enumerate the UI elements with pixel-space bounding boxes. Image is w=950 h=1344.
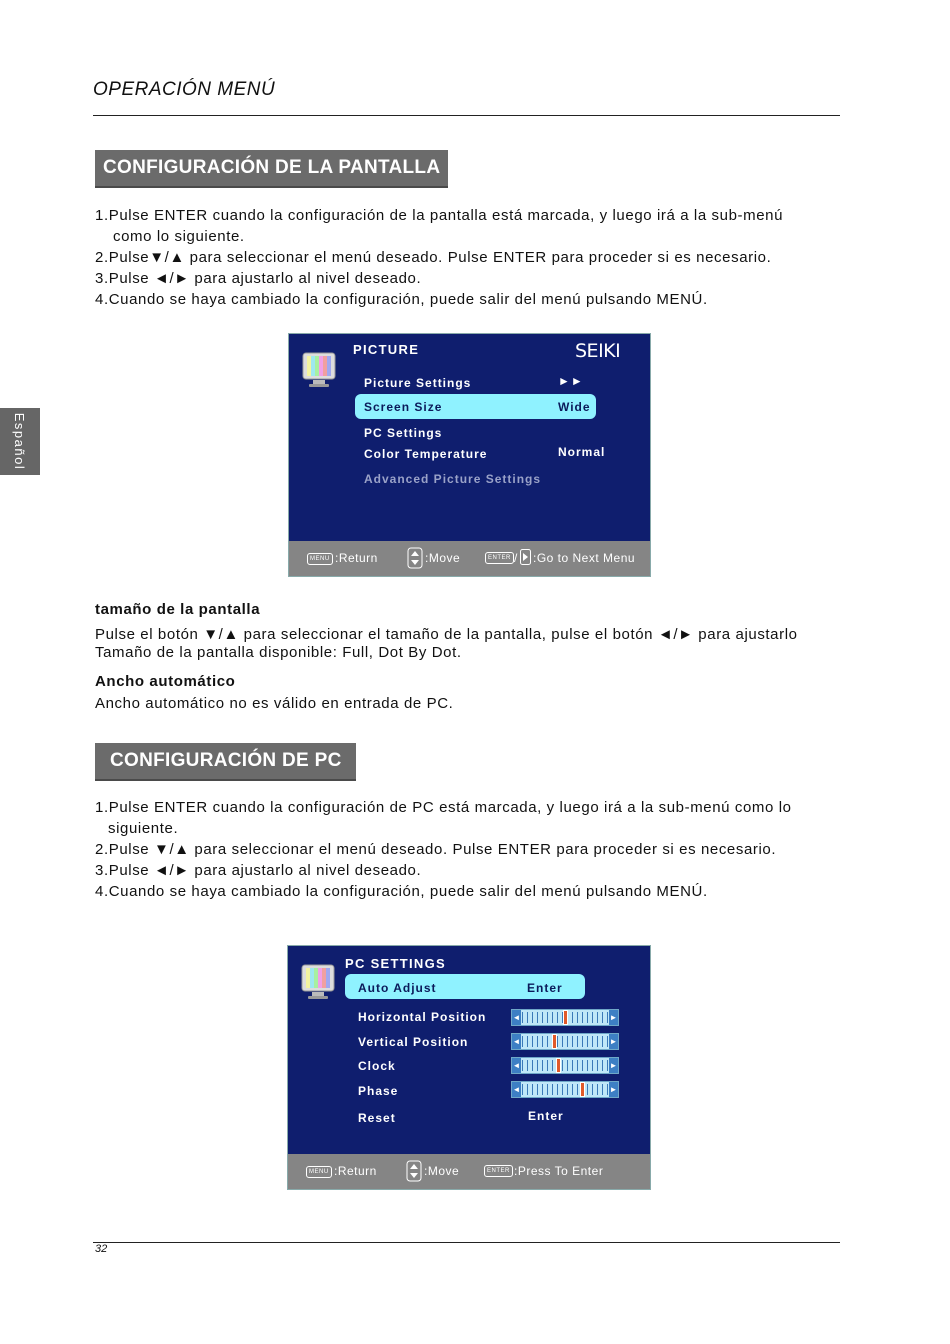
section-title-pc: CONFIGURACIÓN DE PC [95,743,356,781]
page-number: 32 [95,1243,108,1255]
osd-item-reset[interactable] [358,1109,396,1127]
step-line: 4.Cuando se haya cambiado la configuración, puede salir del menú pulsando MENÚ. [95,291,708,308]
footer-next-label: :Go to Next Menu [533,551,636,565]
auto-wide-heading: Ancho automático [95,673,236,690]
osd-item-auto-adjust[interactable] [345,974,585,999]
text-line: Tamaño de la pantalla disponible: Full, Dot By Dot. [95,644,462,661]
right-key-icon [520,549,531,568]
language-label: Español [12,412,28,471]
screen-size-text [95,626,875,662]
header-rule [93,115,840,116]
menu-key-icon: MENU [306,1164,332,1178]
brand-logo: SEIKI [575,340,621,362]
auto-wide-text: Ancho automático no es válido en entrada de PC. [95,695,454,712]
step-line: como lo siguiente. [113,228,245,245]
menu-key-icon: MENU [307,551,333,565]
osd-item-label: Auto Adjust [358,981,437,995]
slider-left-arrow-icon[interactable]: ◄ [512,1082,521,1097]
slider-right-arrow-icon[interactable]: ► [609,1034,618,1049]
submenu-arrow-icon: ►► [558,374,584,388]
footer-rule [93,1242,840,1243]
footer-slash: / [514,551,518,565]
phase-slider[interactable] [511,1081,619,1098]
osd-item-picture-settings[interactable] [364,374,471,392]
slider-left-arrow-icon[interactable]: ◄ [512,1034,521,1049]
page-header-title: OPERACIÓN MENÚ [93,79,276,100]
osd-item-label: Picture Settings [364,376,472,390]
monitor-icon [301,350,339,395]
slider-left-arrow-icon[interactable]: ◄ [512,1010,521,1025]
footer-return-label: :Return [334,1164,377,1178]
enter-key-icon: ENTER [485,550,514,564]
slider-right-arrow-icon[interactable]: ► [609,1082,618,1097]
osd-item-value: Normal [558,445,606,459]
footer-return-label: :Return [335,551,378,565]
section1-steps [95,205,855,310]
osd-item-value: Wide [558,400,591,414]
osd-footer [289,541,650,576]
footer-move-label: :Move [424,1164,460,1178]
osd-item-vertical-position: Vertical Position [358,1035,469,1049]
up-down-icon [406,1160,422,1185]
pc-settings-osd-menu [287,945,651,1190]
osd-title: PICTURE [353,342,420,357]
slider-thumb[interactable] [563,1010,568,1025]
step-line: 1.Pulse ENTER cuando la configuración de la pantalla está marcada, y luego irá a la sub-menú [95,207,784,224]
osd-item-label: Screen Size [364,400,443,414]
footer-move-label: :Move [425,551,461,565]
step-line: 1.Pulse ENTER cuando la configuración de PC está marcada, y luego irá a la sub-menú como lo [95,799,792,816]
horizontal-position-slider[interactable] [511,1009,619,1026]
osd-item-phase: Phase [358,1084,399,1098]
osd-title: PC SETTINGS [345,956,446,971]
osd-footer [288,1154,650,1189]
monitor-icon [300,962,338,1007]
osd-item-value: Enter [527,981,563,995]
osd-item-screen-size[interactable] [355,394,596,419]
language-side-tab [0,408,40,475]
step-line: 3.Pulse ◄/► para ajustarlo al nivel deseado. [95,862,422,879]
section2-steps [95,797,855,902]
slider-right-arrow-icon[interactable]: ► [609,1010,618,1025]
section-title-screen: CONFIGURACIÓN DE LA PANTALLA [95,150,448,188]
picture-osd-menu [288,333,651,577]
osd-item-clock: Clock [358,1059,396,1073]
step-line: 2.Pulse ▼/▲ para seleccionar el menú deseado. Pulse ENTER para proceder si es necesario. [95,841,777,858]
step-line: 4.Cuando se haya cambiado la configuración, puede salir del menú pulsando MENÚ. [95,883,708,900]
slider-thumb[interactable] [556,1058,561,1073]
up-down-icon [407,547,423,572]
slider-thumb[interactable] [552,1034,557,1049]
osd-item-horizontal-position: Horizontal Position [358,1010,487,1024]
osd-item-label: PC Settings [364,426,443,440]
osd-item-value: Enter [528,1109,564,1123]
step-line: 3.Pulse ◄/► para ajustarlo al nivel deseado. [95,270,422,287]
osd-item-advanced-picture-settings [364,470,541,488]
slider-right-arrow-icon[interactable]: ► [609,1058,618,1073]
vertical-position-slider[interactable] [511,1033,619,1050]
clock-slider[interactable] [511,1057,619,1074]
step-line: siguiente. [108,820,179,837]
osd-item-label: Color Temperature [364,447,488,461]
enter-key-icon: ENTER [484,1163,513,1177]
slider-thumb[interactable] [580,1082,585,1097]
slider-left-arrow-icon[interactable]: ◄ [512,1058,521,1073]
osd-item-label: Advanced Picture Settings [364,472,542,486]
footer-press-label: :Press To Enter [514,1164,604,1178]
osd-item-color-temperature[interactable] [364,445,487,463]
text-line: Pulse el botón ▼/▲ para seleccionar el tamaño de la pantalla, pulse el botón ◄/► para ajustarlo [95,626,798,643]
osd-item-label: Reset [358,1111,396,1125]
screen-size-heading: tamaño de la pantalla [95,601,261,618]
step-line: 2.Pulse▼/▲ para seleccionar el menú deseado. Pulse ENTER para proceder si es necesario. [95,249,772,266]
osd-item-pc-settings[interactable] [364,424,442,442]
